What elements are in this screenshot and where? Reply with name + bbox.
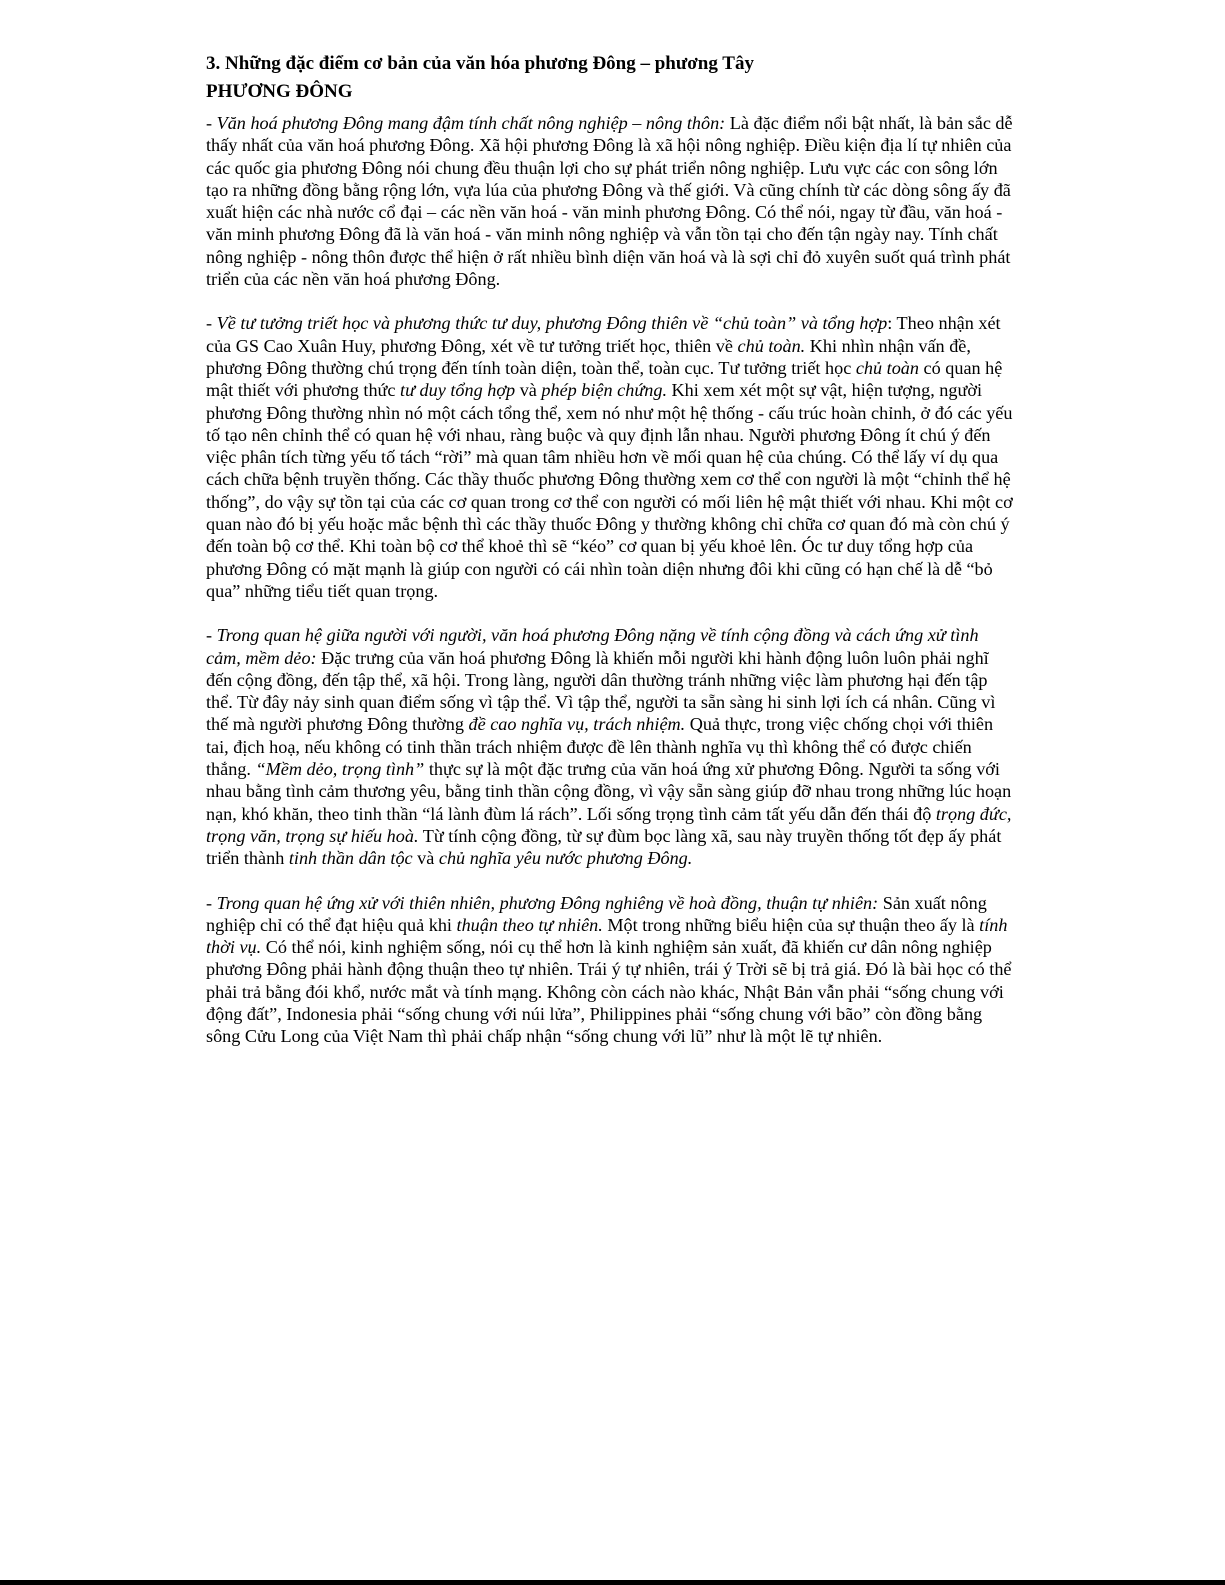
segment: tư duy tổng hợp	[400, 380, 516, 401]
segment: - Về tư tưởng triết học và phương thức tư duy, phương Đông thiên về “chủ toàn” và tổng hợp	[206, 313, 888, 334]
paragraph-4	[206, 892, 1014, 1048]
paragraph-2	[206, 312, 1014, 602]
segment: Có thể nói, kinh nghiệm sống, nói cụ thể hơn là kinh nghiệm sản xuất, đã khiến cư dân nông nghiệp phương Đông phải hành động thuận theo tự nhiên. Trái ý tự nhiên, trái ý Trời sẽ bị trả giá. Đó là bài học có thể phải trả bằng đói khổ, nước mắt và tính mạng. Không còn cách nào khác, Nhật Bản vẫn phải “sống chung với động đất”, Indonesia phải “sống chung với núi lửa”, Philippines phải “sống chung với bão” còn đồng bằng sông Cửu Long của Việt Nam thì phải chấp nhận “sống chung với lũ” như là một lẽ tự nhiên.	[206, 937, 1012, 1047]
segment: phép biện chứng.	[541, 380, 667, 401]
segment: Là đặc điểm nổi bật nhất, là bản sắc dễ thấy nhất của văn hoá phương Đông. Xã hội phương Đông là xã hội nông nghiệp. Điều kiện địa lí tự nhiên của các quốc gia phương Đông nói chung đều thuận lợi cho sự phát triển nông nghiệp. Lưu vực các con sông lớn tạo ra những đồng bằng rộng lớn, vựa lúa của phương Đông và thế giới. Và cũng chính từ các dòng sông ấy đã xuất hiện các nhà nước cổ đại – các nền văn hoá - văn minh phương Đông. Có thể nói, ngay từ đầu, văn hoá - văn minh phương Đông đã là văn hoá - văn minh nông nghiệp và vẫn tồn tại cho đến tận ngày nay. Tính chất nông nghiệp - nông thôn được thể hiện ở rất nhiều bình diện văn hoá và là sợi chỉ đỏ xuyên suốt quá trình phát triển của các nền văn hoá phương Đông.	[206, 113, 1013, 290]
segment: Từ tính cộng đồng, từ sự đùm bọc làng xã, sau này truyền thống tốt đẹp ấy phát triển thành	[206, 825, 1002, 869]
document-page	[206, 52, 1014, 1070]
segment: Khi xem xét một sự vật, hiện tượng, người phương Đông thường nhìn nó một cách tổng thể, xem nó như một hệ thống - cấu trúc hoàn chỉnh, ở đó các yếu tố tạo nên chỉnh thể có quan hệ với nhau, ràng buộc và quy định lẫn nhau. Người phương Đông ít chú ý đến việc phân tích từng yếu tố tách “rời” mà quan tâm nhiều hơn về mối quan hệ của chúng. Có thể lấy ví dụ qua cách chữa bệnh truyền thống. Các thầy thuốc phương Đông thường xem cơ thể con người là một “chỉnh thể hệ thống”, do vậy sự tồn tại của các cơ quan trong cơ thể con người có mối liên hệ mật thiết với nhau. Khi một cơ quan nào đó bị yếu hoặc mắc bệnh thì các thầy thuốc Đông y thường không chỉ chữa cơ quan đó mà còn chú ý đến toàn bộ cơ thể. Khi toàn bộ cơ thể khoẻ thì sẽ “kéo” cơ quan bị yếu khoẻ lên. Óc tư duy tổng hợp của phương Đông có mặt mạnh là giúp con người có cái nhìn toàn diện nhưng đôi khi cũng có hạn chế là dễ “bỏ qua” những tiểu tiết quan trọng.	[206, 380, 1013, 601]
page-bottom-border	[0, 1580, 1225, 1585]
segment: tinh thần dân tộc	[288, 848, 413, 869]
segment: và	[515, 380, 542, 401]
segment: có quan hệ mật thiết với phương thức	[206, 357, 1003, 401]
segment: đề cao nghĩa vụ, trách nhiệm.	[468, 714, 686, 735]
segment: - Trong quan hệ ứng xử với thiên nhiên, phương Đông nghiêng về hoà đồng, thuận tự nhiên:	[206, 892, 879, 913]
segment: chủ toàn.	[737, 335, 806, 356]
segment: “Mềm dẻo, trọng tình”	[255, 759, 425, 780]
segment: chủ nghĩa yêu nước phương Đông.	[438, 848, 693, 869]
segment: Khi nhìn nhận vấn đề, phương Đông thường chú trọng đến tính toàn diện, toàn thể, toàn cục. Tư tưởng triết học	[206, 335, 971, 378]
segment: thực sự là một đặc trưng của văn hoá ứng xử phương Đông. Người ta sống với nhau bằng tình cảm thương yêu, bằng tinh thần cộng đồng, vì vậy sẵn sàng giúp đỡ nhau trong những lúc hoạn nạn, khó khăn, theo tinh thần “lá lành đùm lá rách”. Lối sống trọng tình cảm tất yếu dẫn đến thái độ	[206, 759, 1012, 824]
paragraph-3	[206, 624, 1014, 869]
section-title: 3. Những đặc điểm cơ bản của văn hóa phương Đông – phương Tây	[206, 53, 754, 74]
segment: chủ toàn	[855, 357, 919, 378]
paragraph-1	[206, 112, 1014, 290]
segment: Đặc trưng của văn hoá phương Đông là khiến mỗi người khi hành động luôn luôn phải nghĩ đến cộng đồng, đến tập thể, xã hội. Trong làng, người dân thường tránh những việc làm phương hại đến tập thể. Từ đây nảy sinh quan điểm sống vì tập thể. Vì tập thể, người ta sẵn sàng hi sinh lợi ích cá nhân. Cũng vì thế mà người phương Đông thường	[206, 647, 996, 735]
segment: : Theo nhận xét của GS Cao Xuân Huy, phương Đông, xét về tư tưởng triết học, thiên về	[206, 313, 1001, 356]
segment: - Trong quan hệ giữa người với người, văn hoá phương Đông nặng về tính cộng đồng và cách ứng xử tình cảm, mềm dẻo:	[206, 625, 979, 668]
subheading: PHƯƠNG ĐÔNG	[206, 81, 353, 102]
segment: thuận theo tự nhiên.	[456, 914, 603, 935]
segment: Quả thực, trong việc chống chọi với thiên tai, địch hoạ, nếu không có tinh thần trách nhiệm được đề lên thành nghĩa vụ thì không thể có được chiến thắng.	[206, 714, 994, 780]
segment: tính thời vụ.	[206, 914, 1008, 958]
segment: Sản xuất nông nghiệp chỉ có thể đạt hiệu quả khi	[206, 892, 987, 935]
segment: trọng đức, trọng văn, trọng sự hiếu hoà.	[206, 803, 1012, 846]
segment: và	[412, 848, 439, 869]
segment: Một trong những biểu hiện của sự thuận theo ấy là	[602, 914, 980, 935]
segment: - Văn hoá phương Đông mang đậm tính chất nông nghiệp – nông thôn:	[206, 113, 726, 133]
